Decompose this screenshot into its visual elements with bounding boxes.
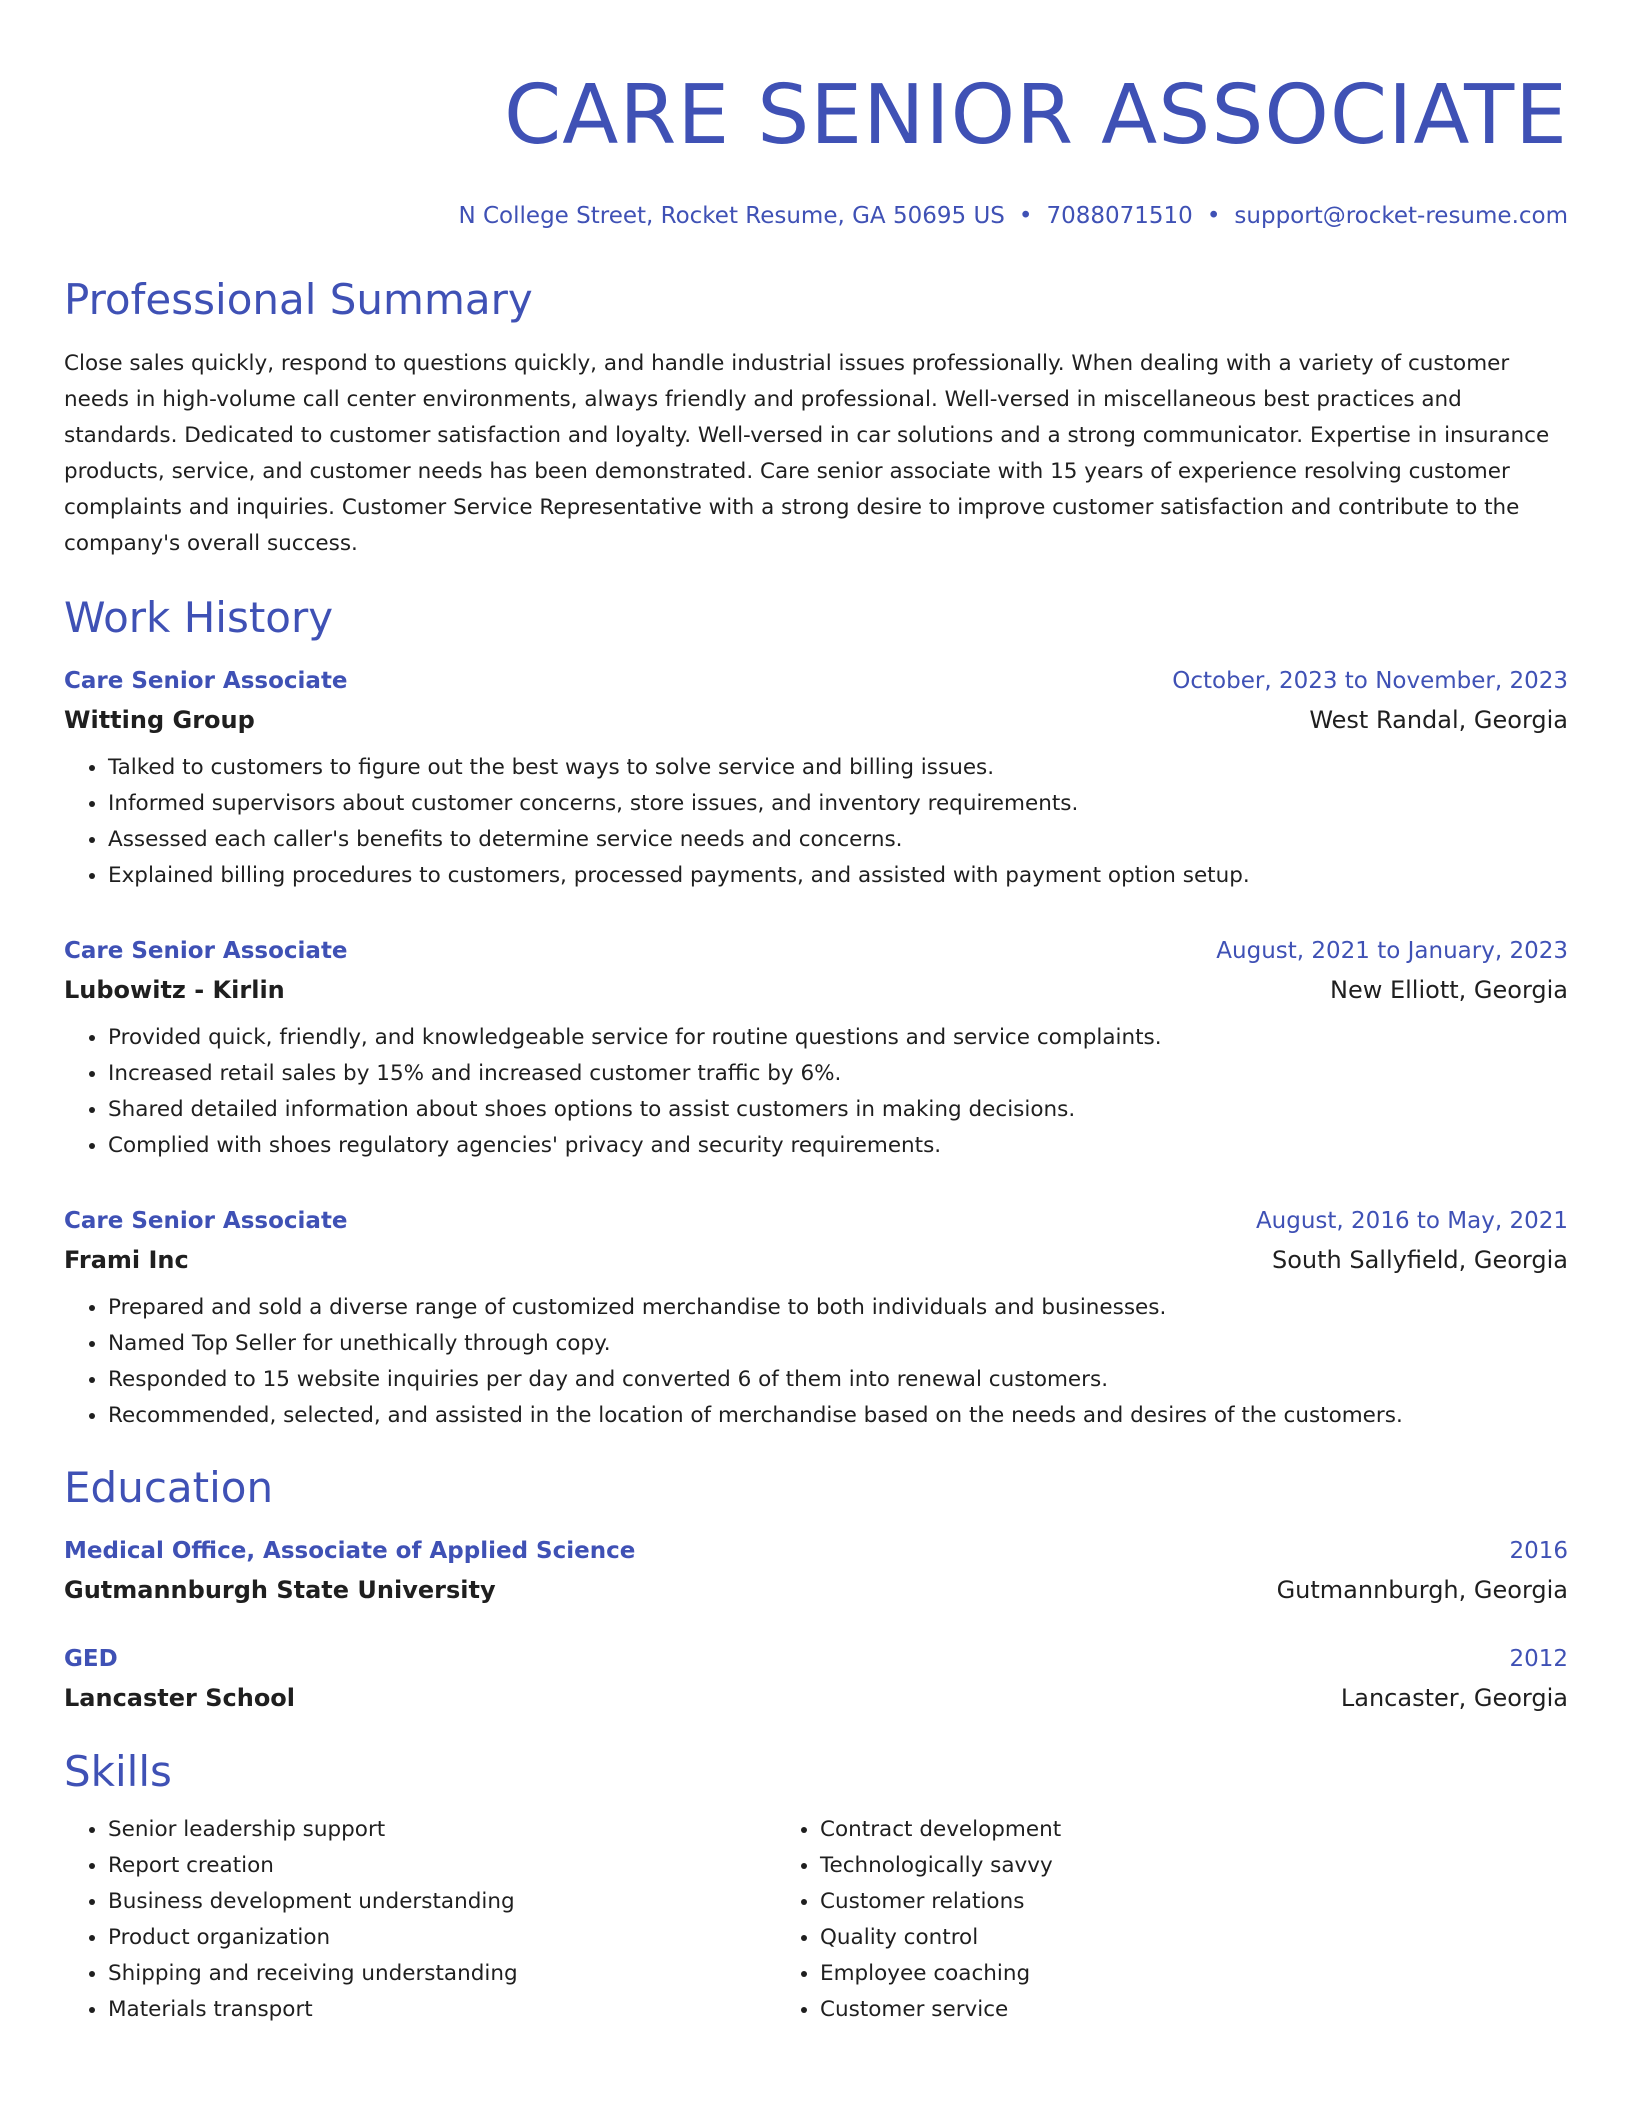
skills-column-right <box>760 1812 1456 2028</box>
job-bullet: • Complied with shoes regulatory agencies' privacy and security requirements. <box>108 1128 1568 1164</box>
job-entry <box>64 662 1568 894</box>
education-school: Lancaster School <box>64 1684 296 1712</box>
job-location: New Elliott, Georgia <box>1329 976 1568 1004</box>
job-bullet: • Prepared and sold a diverse range of customized merchandise to both individuals and businesses. <box>108 1290 1568 1326</box>
job-entry <box>64 932 1568 1164</box>
job-bullet: • Assessed each caller's benefits to determine service needs and concerns. <box>108 822 1568 858</box>
job-location: West Randal, Georgia <box>1309 706 1568 734</box>
candidate-title: CARE SENIOR ASSOCIATE <box>504 68 1568 163</box>
skill-item: • Employee coaching <box>820 1956 1456 1992</box>
job-bullets <box>64 1020 1568 1164</box>
job-role: Care Senior Associate <box>64 938 348 964</box>
education-entry <box>64 1532 1568 1610</box>
skill-item: • Contract development <box>820 1812 1456 1848</box>
job-bullet: • Named Top Seller for unethically through copy. <box>108 1326 1568 1362</box>
job-bullet: • Provided quick, friendly, and knowledgeable service for routine questions and service complaints. <box>108 1020 1568 1056</box>
job-role: Care Senior Associate <box>64 1208 348 1234</box>
job-bullet: • Responded to 15 website inquiries per day and converted 6 of them into renewal customers. <box>108 1362 1568 1398</box>
education-location: Lancaster, Georgia <box>1340 1684 1568 1712</box>
education-location: Gutmannburgh, Georgia <box>1276 1576 1568 1604</box>
contact-phone: 7088071510 <box>1046 203 1193 229</box>
job-location: South Sallyfield, Georgia <box>1271 1246 1568 1274</box>
contact-separator: • <box>1018 203 1033 229</box>
education-year: 2012 <box>1509 1646 1568 1672</box>
summary-heading: Professional Summary <box>64 275 533 324</box>
job-dates: August, 2021 to January, 2023 <box>1216 938 1568 964</box>
skill-item: • Product organization <box>108 1920 760 1956</box>
job-bullet: • Talked to customers to figure out the best ways to solve service and billing issues. <box>108 750 1568 786</box>
education-school: Gutmannburgh State University <box>64 1576 496 1604</box>
contact-line <box>64 198 1568 234</box>
contact-email[interactable]: support@rocket-resume.com <box>1234 203 1568 229</box>
skill-item: • Materials transport <box>108 1992 760 2028</box>
skill-item: • Shipping and receiving understanding <box>108 1956 760 1992</box>
skill-item: • Customer relations <box>820 1884 1456 1920</box>
job-bullets <box>64 1290 1568 1434</box>
contact-address: N College Street, Rocket Resume, GA 50695 US <box>458 203 1005 229</box>
work-history-heading: Work History <box>64 593 334 642</box>
job-bullet: • Increased retail sales by 15% and increased customer traffic by 6%. <box>108 1056 1568 1092</box>
education-year: 2016 <box>1509 1538 1568 1564</box>
skills-list <box>64 1812 1568 2028</box>
education-degree: GED <box>64 1646 118 1672</box>
job-dates: August, 2016 to May, 2021 <box>1255 1208 1568 1234</box>
skill-item: • Business development understanding <box>108 1884 760 1920</box>
job-company: Lubowitz - Kirlin <box>64 976 285 1004</box>
job-dates: October, 2023 to November, 2023 <box>1172 668 1568 694</box>
skill-item: • Customer service <box>820 1992 1456 2028</box>
skills-column-left <box>64 1812 760 2028</box>
education-heading: Education <box>64 1463 274 1512</box>
job-bullet: • Informed supervisors about customer concerns, store issues, and inventory requirements. <box>108 786 1568 822</box>
job-company: Frami Inc <box>64 1246 189 1274</box>
job-bullets <box>64 750 1568 894</box>
contact-separator: • <box>1206 203 1221 229</box>
skill-item: • Technologically savvy <box>820 1848 1456 1884</box>
job-bullet: • Recommended, selected, and assisted in the location of merchandise based on the needs and desires of the customers. <box>108 1398 1568 1434</box>
education-degree: Medical Office, Associate of Applied Science <box>64 1538 636 1564</box>
skill-item: • Senior leadership support <box>108 1812 760 1848</box>
education-entry <box>64 1640 1568 1718</box>
skill-item: • Report creation <box>108 1848 760 1884</box>
summary-text: Close sales quickly, respond to questions quickly, and handle industrial issues professionally. When dealing with a variety of customer needs in high-volume call center environments, always friendly and professional. Well-versed in miscellaneous best practices and standards. Dedicated to customer satisfaction and loyalty. Well-versed in car solutions and a strong communicator. Expertise in insurance products, service, and customer needs has been demonstrated. Care senior associate with 15 years of experience resolving customer complaints and inquiries. Customer Service Representative with a strong desire to improve customer satisfaction and contribute to the company's overall success. <box>64 351 1550 556</box>
job-bullet: • Explained billing procedures to customers, processed payments, and assisted with payment option setup. <box>108 858 1568 894</box>
job-entry <box>64 1202 1568 1434</box>
job-company: Witting Group <box>64 706 255 734</box>
skill-item: • Quality control <box>820 1920 1456 1956</box>
job-role: Care Senior Associate <box>64 668 348 694</box>
job-bullet: • Shared detailed information about shoes options to assist customers in making decisions. <box>108 1092 1568 1128</box>
skills-heading: Skills <box>64 1747 172 1796</box>
